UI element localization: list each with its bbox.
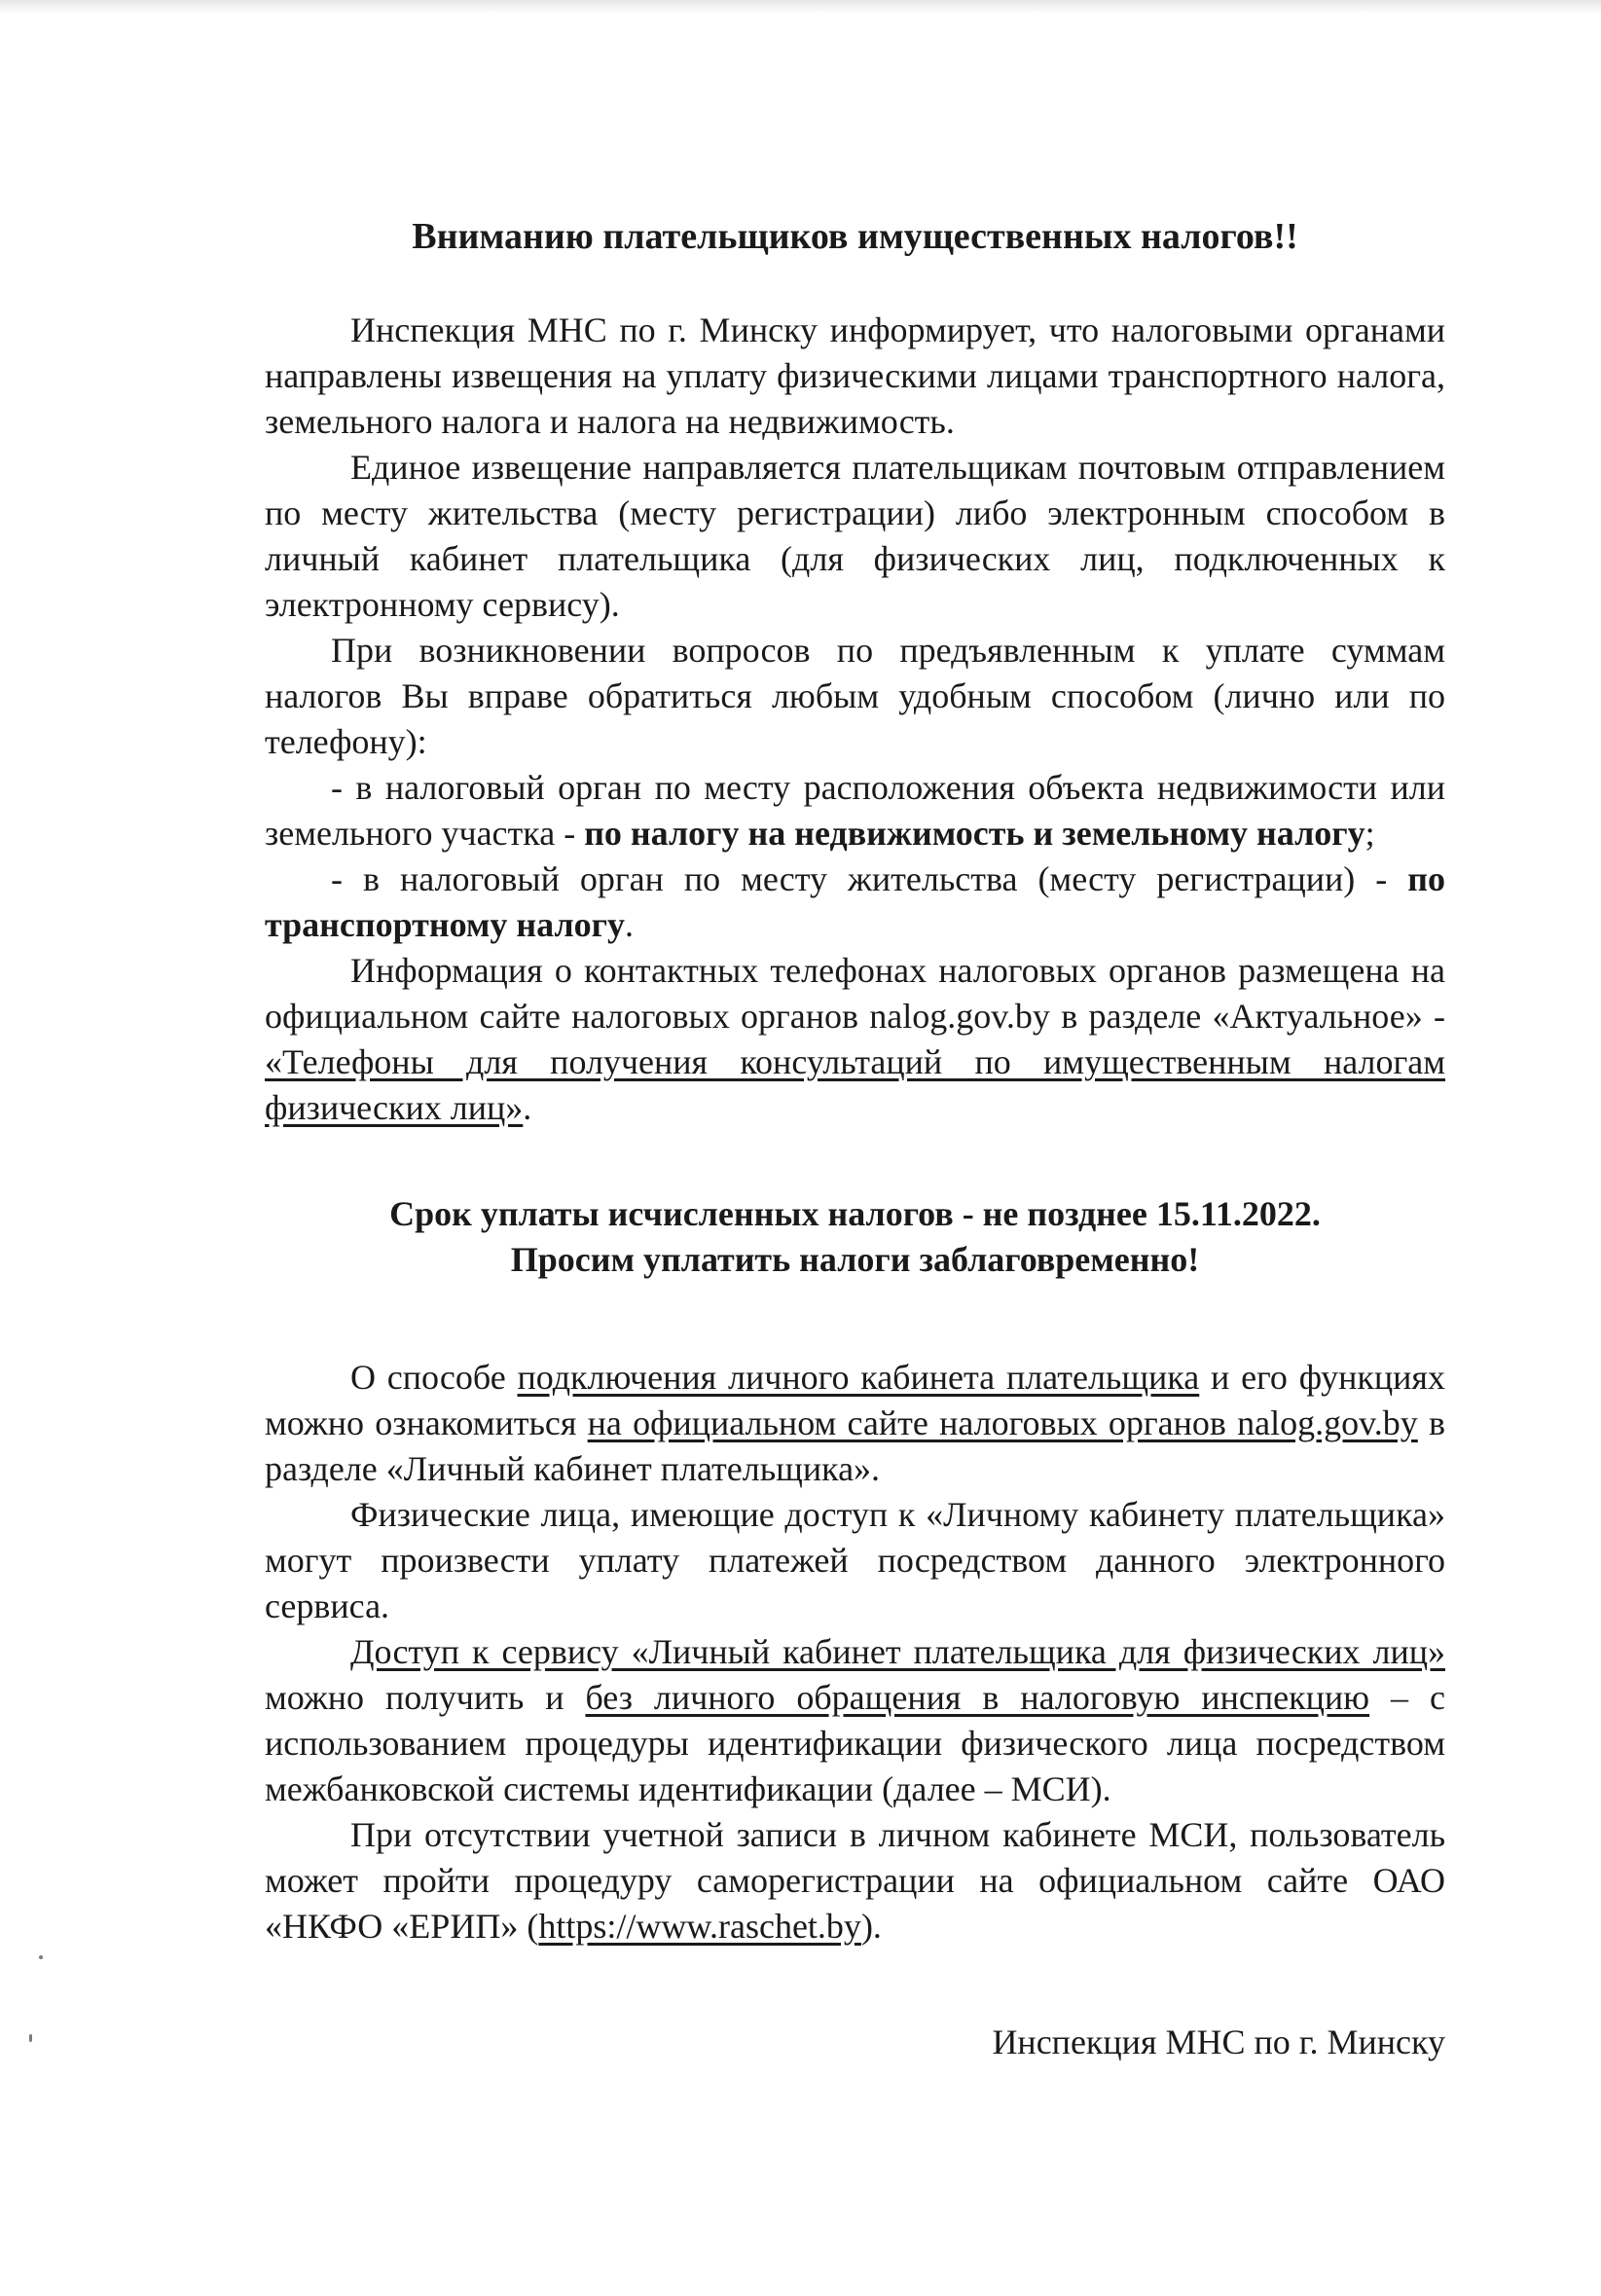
- signature: Инспекция МНС по г. Минску: [992, 2023, 1445, 2061]
- paragraph-cabinet: [265, 1355, 1445, 1492]
- nalog-site-link[interactable]: на официальном сайте налоговых органов nalog.gov.by: [587, 1403, 1418, 1442]
- transport-text: - в налоговый орган по месту жительства (месту регистрации) -: [331, 859, 1408, 898]
- msi-text-a: При отсутствии учетной записи в личном кабинете МСИ, пользователь может пройти процедуру саморегистрации на официальном сайте ОАО «НКФО «ЕРИП» (: [265, 1815, 1445, 1946]
- remote-access-link[interactable]: без личного обращения в налоговую инспекцию: [585, 1678, 1370, 1717]
- transport-bold: по транспортному налогу: [265, 859, 1445, 944]
- service-access-link[interactable]: Доступ к сервису «Личный кабинет плательщика для физических лиц»: [350, 1632, 1445, 1671]
- cabinet-text-c: в разделе «Личный кабинет плательщика».: [265, 1403, 1446, 1488]
- pay-early-line: Просим уплатить налоги заблаговременно!: [510, 1240, 1200, 1279]
- property-land-end: ;: [1364, 814, 1375, 853]
- property-land-text: - в налоговый орган по месту расположения объекта недвижимости или земельного участка -: [265, 768, 1445, 853]
- phones-consultation-link[interactable]: «Телефоны для получения консультаций по имущественным налогам физических лиц»: [265, 1042, 1445, 1127]
- deadline-block: [265, 1191, 1445, 1283]
- access-text-a: можно получить и: [265, 1678, 586, 1717]
- paragraph-single-notice: Единое извещение направляется плательщикам почтовым отправлением по месту жительства (месту регистрации) либо электронным способом в личный кабинет плательщика (для физических лиц, подключенных к электронному сервису).: [265, 448, 1445, 624]
- cabinet-text-a: О способе: [350, 1358, 518, 1397]
- contacts-end: .: [523, 1088, 532, 1127]
- paragraph-questions: При возникновении вопросов по предъявленным к уплате суммам налогов Вы вправе обратиться любым удобным способом (лично или по телефону):: [265, 631, 1445, 761]
- paragraph-transport: [265, 856, 1445, 948]
- transport-end: .: [625, 905, 635, 944]
- document-body: [265, 212, 1445, 2065]
- property-land-bold: по налогу на недвижимость и земельному налогу: [584, 814, 1365, 853]
- paragraph-access: [265, 1629, 1445, 1812]
- contacts-text: Информация о контактных телефонах налоговых органов размещена на официальном сайте налоговых органов nalog.gov.by в разделе «Актуальное» -: [265, 951, 1445, 1036]
- paragraph-contacts: [265, 948, 1445, 1131]
- access-text-b: – с использованием процедуры идентификации физического лица посредством межбанковской системы идентификации (далее – МСИ).: [265, 1678, 1445, 1808]
- deadline-line: Срок уплаты исчисленных налогов - не позднее 15.11.2022.: [389, 1194, 1321, 1233]
- raschet-link[interactable]: https://www.raschet.by: [538, 1907, 861, 1946]
- scan-speck: [39, 1955, 43, 1959]
- document-title: Вниманию плательщиков имущественных налогов!!: [412, 216, 1298, 257]
- cabinet-connection-link[interactable]: подключения личного кабинета плательщика: [517, 1358, 1200, 1397]
- paragraph-payment: Физические лица, имеющие доступ к «Личному кабинету плательщика» могут произвести уплату платежей посредством данного электронного сервиса.: [265, 1495, 1445, 1625]
- scan-speck: [29, 2034, 32, 2042]
- scan-edge-shade: [0, 0, 1601, 14]
- paragraph-msi: [265, 1812, 1445, 1950]
- msi-text-b: ).: [860, 1907, 882, 1946]
- paragraph-notice: Инспекция МНС по г. Минску информирует, что налоговыми органами направлены извещения на уплату физическими лицами транспортного налога, земельного налога и налога на недвижимость.: [265, 310, 1445, 441]
- paragraph-property-land: [265, 765, 1445, 856]
- cabinet-text-b: и его функциях можно ознакомиться: [265, 1358, 1445, 1442]
